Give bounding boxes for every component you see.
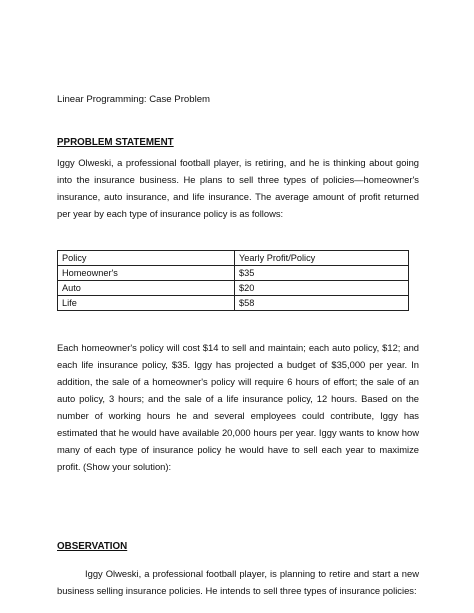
observation-paragraph: Iggy Olweski, a professional football player, is planning to retire and start a new business selling insurance policies. He intends to sell three types of insurance policies: [57,568,419,596]
table-cell: $35 [235,266,409,281]
table-cell: $58 [235,296,409,311]
problem-statement-heading: PPROBLEM STATEMENT [57,137,174,148]
table-row [58,266,409,281]
table-header-row [58,251,409,266]
table-cell: $20 [235,281,409,296]
problem-intro-paragraph: Iggy Olweski, a professional football player, is retiring, and he is thinking about going into the insurance business. He plans to sell three types of policies—homeowner's insurance, auto insurance, and life insurance. The average amount of profit returned per year by each type of insurance policy is as follows: [57,157,419,219]
table-cell: Homeowner's [58,266,235,281]
policy-profit-table [57,250,409,311]
table-cell: Life [58,296,235,311]
table-row [58,296,409,311]
table-row [58,281,409,296]
table-header-cell: Policy [58,251,235,266]
table-cell: Auto [58,281,235,296]
table-header-cell: Yearly Profit/Policy [235,251,409,266]
observation-heading: OBSERVATION [57,541,128,552]
document-title: Linear Programming: Case Problem [57,94,211,105]
problem-details-paragraph: Each homeowner's policy will cost $14 to sell and maintain; each auto policy, $12; and each life insurance policy, $35. Iggy has projected a budget of $35,000 per year. In addition, the sale of a homeowner's policy will require 6 hours of effort; the sale of an auto policy, 3 hours; and the sale of a life insurance policy, 12 hours. Based on the number of working hours he and several employees could contribute, Iggy has estimated that he would have available 20,000 hours per year. Iggy wants to know how many of each type of insurance policy he would have to sell each year to maximize profit. (Show your solution): [57,342,419,472]
